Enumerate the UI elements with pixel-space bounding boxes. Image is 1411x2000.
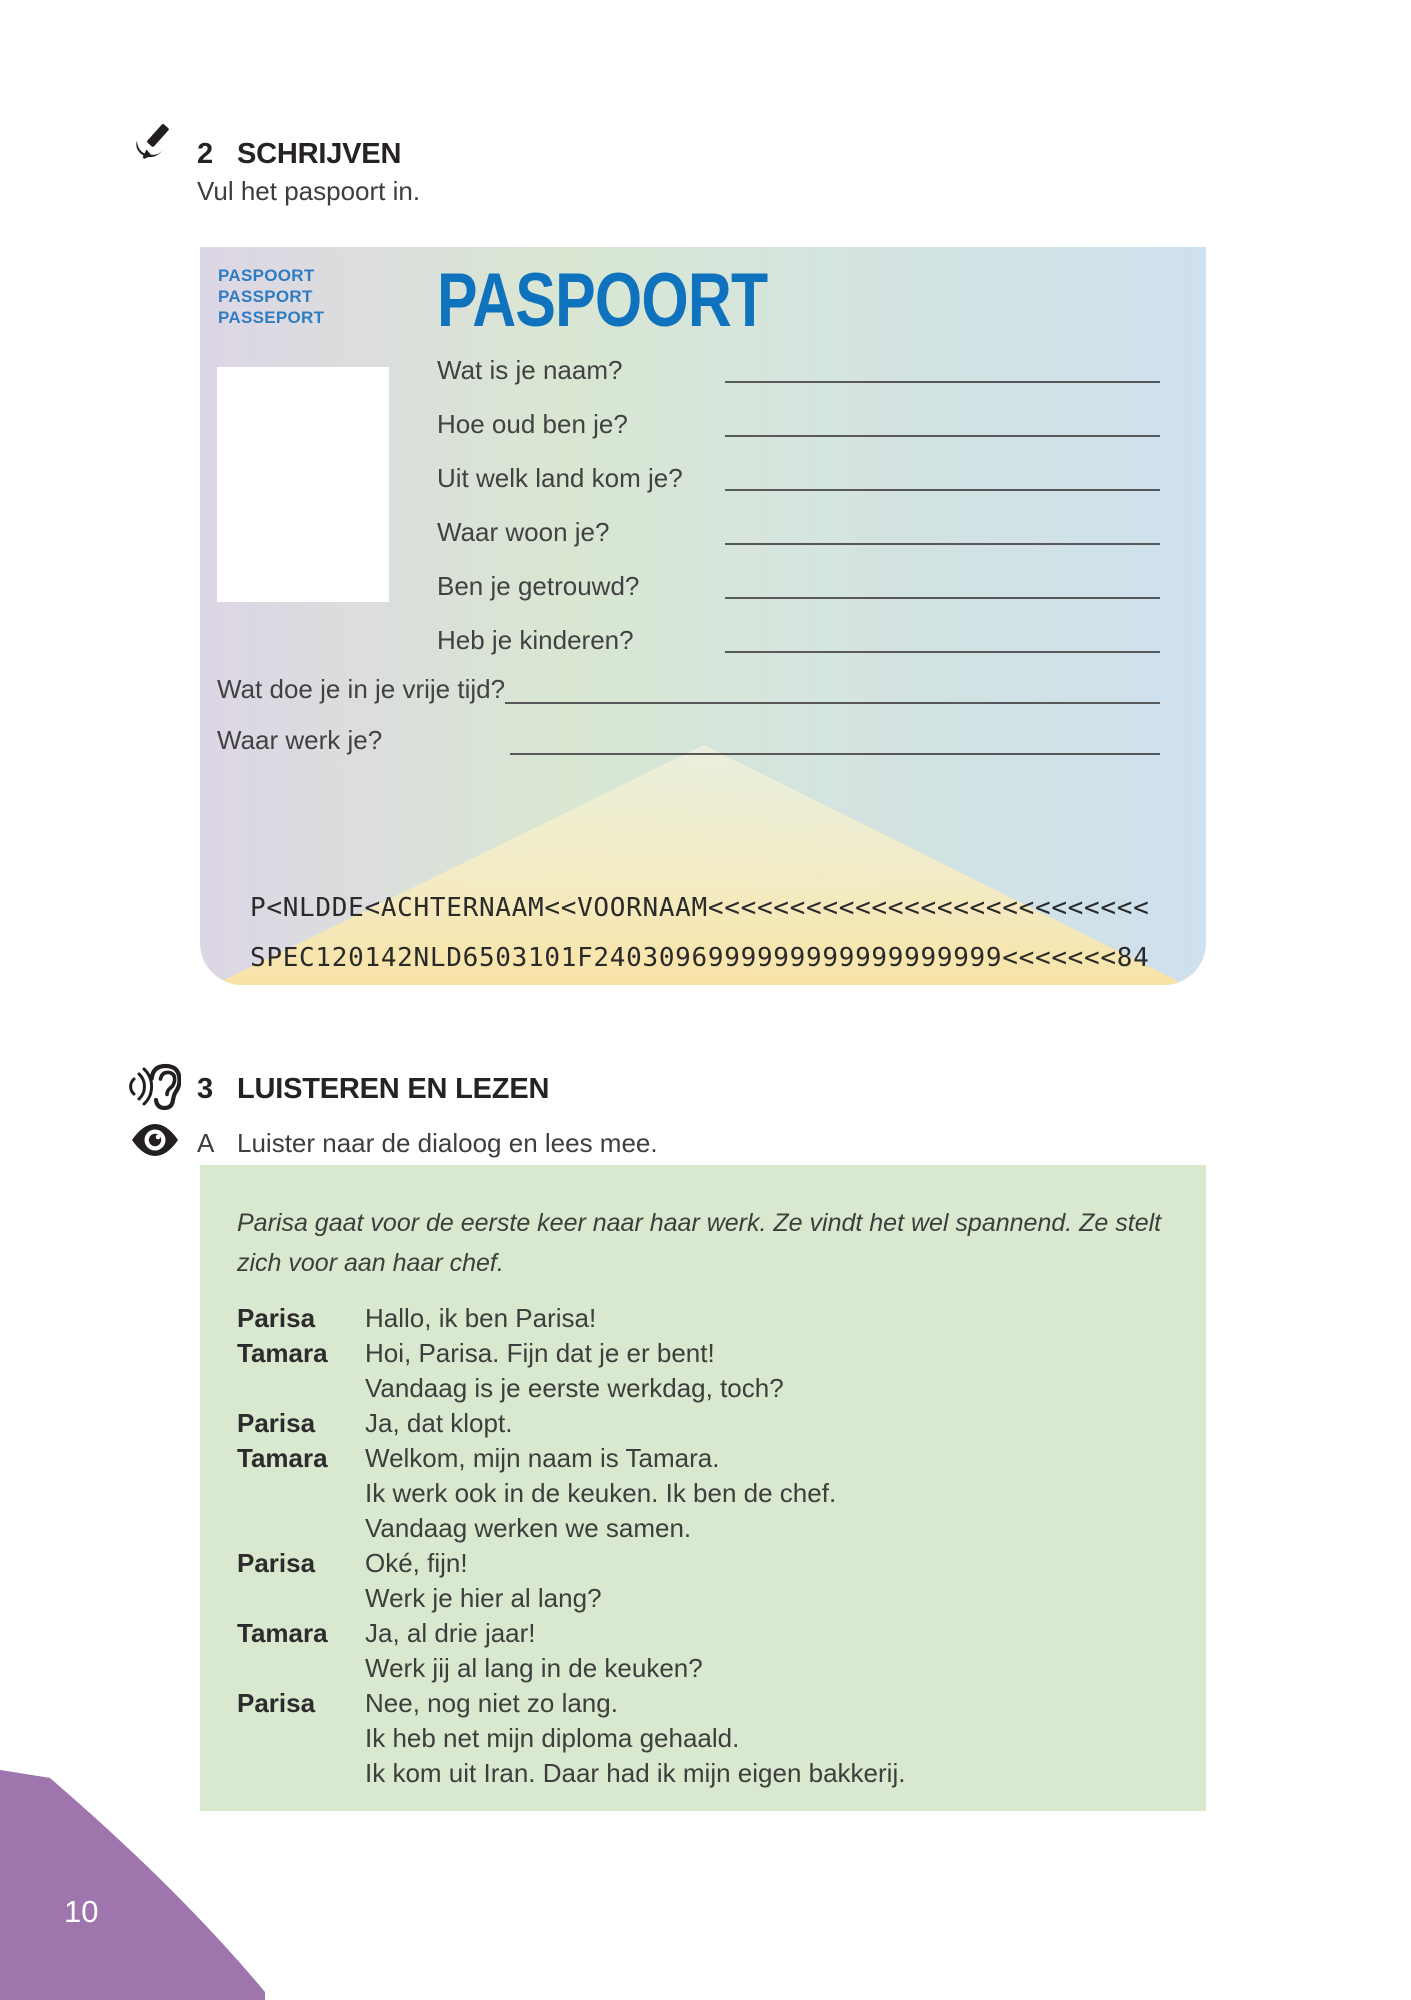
dialogue-box — [200, 1165, 1206, 1811]
answer-line-name — [725, 381, 1160, 383]
mrz-line-2: SPEC120142NLD6503101F2403096999999999999999999<<<<<<<84 — [250, 943, 1150, 973]
answer-line-residence — [725, 543, 1160, 545]
section-2-instruction: Vul het paspoort in. — [197, 176, 421, 206]
dialogue-row — [237, 1301, 905, 1336]
dialogue-intro — [237, 1203, 1161, 1283]
speaker-label: Parisa — [237, 1408, 316, 1438]
question-married: Ben je getrouwd? — [437, 571, 640, 601]
speaker-label: Parisa — [237, 1688, 316, 1718]
dialogue-text: Vandaag werken we samen. — [365, 1513, 692, 1543]
passport-corner-labels — [218, 265, 324, 328]
dialogue-row — [237, 1721, 905, 1756]
writing-hand-icon — [128, 122, 172, 170]
dialogue-intro-line-1: Parisa gaat voor de eerste keer naar haar werk. Ze vindt het wel spannend. Ze stelt — [237, 1209, 1162, 1237]
speaker-label: Parisa — [237, 1548, 316, 1578]
passport-title: PASPOORT — [437, 258, 768, 343]
dialogue-row — [237, 1441, 905, 1476]
passport-card — [200, 247, 1206, 985]
dialogue-row — [237, 1686, 905, 1721]
question-free-time: Wat doe je in je vrije tijd? — [217, 674, 506, 704]
dialogue-row — [237, 1651, 905, 1686]
corner-label-en: PASSPORT — [218, 287, 313, 306]
dialogue-text: Oké, fijn! — [365, 1548, 468, 1578]
section-2-number: 2 — [197, 138, 213, 170]
dialogue-row — [237, 1406, 905, 1441]
dialogue-row — [237, 1581, 905, 1616]
passport-mrz — [250, 883, 1149, 983]
question-work: Waar werk je? — [217, 725, 383, 755]
corner-label-nl: PASPOORT — [218, 266, 315, 285]
dialogue-text: Ik heb net mijn diploma gehaald. — [365, 1723, 740, 1753]
passport-photo-box — [217, 367, 389, 602]
dialogue-text: Werk je hier al lang? — [365, 1583, 602, 1613]
answer-line-age — [725, 435, 1160, 437]
page-number: 10 — [64, 1894, 99, 1929]
answer-line-married — [725, 597, 1160, 599]
dialogue-row — [237, 1336, 905, 1371]
ear-listening-icon — [127, 1060, 181, 1112]
corner-label-fr: PASSEPORT — [218, 308, 325, 327]
dialogue-row — [237, 1756, 905, 1791]
answer-line-children — [725, 651, 1160, 653]
section-3a-row — [197, 1128, 658, 1159]
dialogue-row — [237, 1546, 905, 1581]
section-3-number: 3 — [197, 1073, 213, 1105]
dialogue-text: Nee, nog niet zo lang. — [365, 1688, 618, 1718]
speaker-label: Tamara — [237, 1338, 328, 1368]
dialogue-text: Welkom, mijn naam is Tamara. — [365, 1443, 720, 1473]
footer-corner-triangle — [0, 1770, 330, 2000]
section-3-heading — [197, 1073, 549, 1106]
question-residence: Waar woon je? — [437, 517, 610, 547]
dialogue-text: Ja, dat klopt. — [365, 1408, 513, 1438]
mrz-line-1: P<NLDDE<ACHTERNAAM<<VOORNAAM<<<<<<<<<<<<<<<<<<<<<<<<<<< — [250, 893, 1150, 923]
section-3-title: LUISTEREN EN LEZEN — [237, 1073, 550, 1105]
answer-line-free-time — [505, 676, 1160, 704]
question-children: Heb je kinderen? — [437, 625, 634, 655]
dialogue-text: Ja, al drie jaar! — [365, 1618, 536, 1648]
question-name: Wat is je naam? — [437, 355, 623, 385]
question-age: Hoe oud ben je? — [437, 409, 628, 439]
section-2-title: SCHRIJVEN — [237, 138, 402, 170]
dialogue-text: Werk jij al lang in de keuken? — [365, 1653, 703, 1683]
question-row-work — [217, 725, 1160, 755]
dialogue-lines — [237, 1301, 905, 1791]
eye-reading-icon — [130, 1122, 180, 1158]
dialogue-text: Ik kom uit Iran. Daar had ik mijn eigen bakkerij. — [365, 1758, 906, 1788]
dialogue-row — [237, 1616, 905, 1651]
speaker-label: Parisa — [237, 1303, 316, 1333]
dialogue-intro-line-2: zich voor aan haar chef. — [237, 1249, 504, 1277]
speaker-label: Tamara — [237, 1618, 328, 1648]
dialogue-text: Hoi, Parisa. Fijn dat je er bent! — [365, 1338, 715, 1368]
dialogue-text: Hallo, ik ben Parisa! — [365, 1303, 597, 1333]
section-3a-instruction: Luister naar de dialoog en lees mee. — [237, 1128, 658, 1158]
dialogue-row — [237, 1371, 905, 1406]
speaker-label: Tamara — [237, 1443, 328, 1473]
dialogue-text: Vandaag is je eerste werkdag, toch? — [365, 1373, 784, 1403]
answer-line-work — [510, 727, 1160, 755]
dialogue-row — [237, 1511, 905, 1546]
dialogue-row — [237, 1476, 905, 1511]
question-country: Uit welk land kom je? — [437, 463, 683, 493]
section-2-heading — [197, 138, 401, 171]
answer-line-country — [725, 489, 1160, 491]
section-3a-label: A — [197, 1128, 215, 1158]
dialogue-text: Ik werk ook in de keuken. Ik ben de chef. — [365, 1478, 837, 1508]
question-row-free-time — [217, 674, 1160, 704]
